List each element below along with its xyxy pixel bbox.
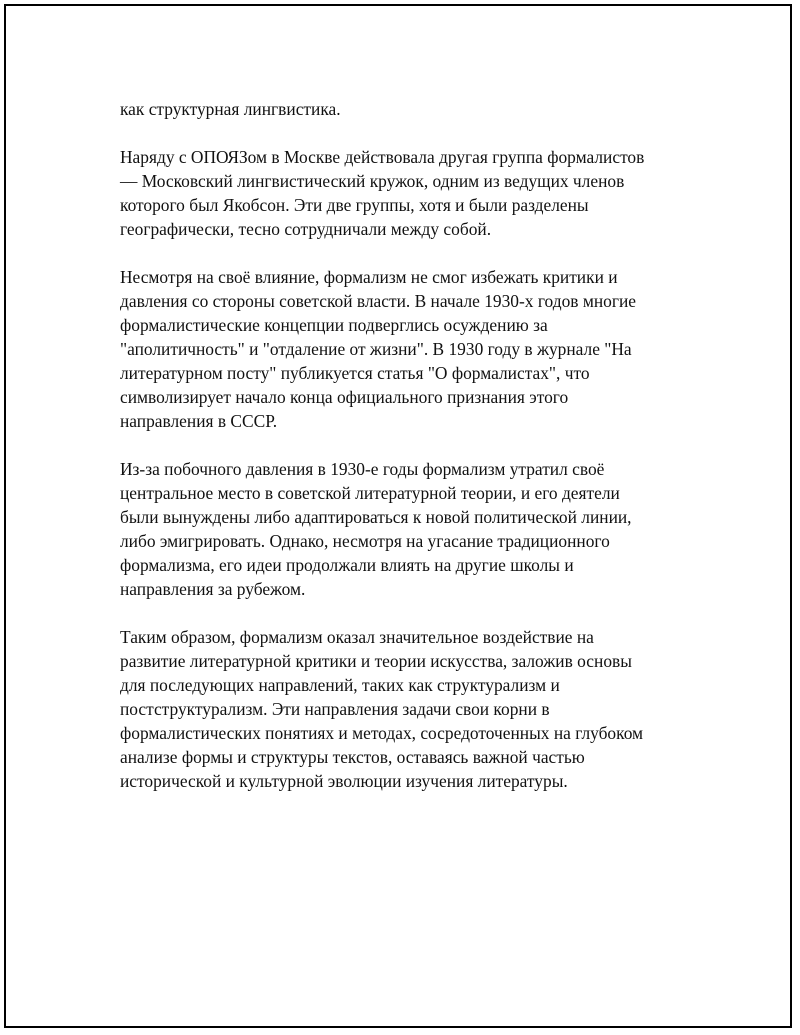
text-line: для последующих направлений, таких как структурализм и (120, 675, 560, 695)
paragraph-3 (120, 265, 690, 433)
paragraph-4 (120, 457, 690, 601)
paragraph-5 (120, 625, 690, 793)
text-line: давления со стороны советской власти. В начале 1930-х годов многие (120, 291, 636, 311)
text-line: Из-за побочного давления в 1930-е годы формализм утратил своё (120, 459, 605, 479)
text-line: были вынуждены либо адаптироваться к новой политической линии, (120, 507, 632, 527)
text-line: постструктурализм. Эти направления задачи свои корни в (120, 699, 550, 719)
paragraph-1 (120, 97, 690, 121)
text-line: развитие литературной критики и теории искусства, заложив основы (120, 651, 632, 671)
text-line: направления в СССР. (120, 411, 278, 431)
text-line: направления за рубежом. (120, 579, 306, 599)
text-line: либо эмигрировать. Однако, несмотря на угасание традиционного (120, 531, 610, 551)
document-page (4, 4, 792, 1028)
paragraph-2 (120, 145, 690, 241)
text-line: Несмотря на своё влияние, формализм не смог избежать критики и (120, 267, 618, 287)
text-line: центральное место в советской литературной теории, и его деятели (120, 483, 620, 503)
document-body (120, 97, 690, 817)
text-line: литературном посту" публикуется статья "О формалистах", что (120, 363, 590, 383)
text-line: географически, тесно сотрудничали между собой. (120, 219, 492, 239)
text-line: анализе формы и структуры текстов, оставаясь важной частью (120, 747, 585, 767)
text-line: формализма, его идеи продолжали влиять на другие школы и (120, 555, 574, 575)
text-line: Таким образом, формализм оказал значительное воздействие на (120, 627, 594, 647)
text-line: исторической и культурной эволюции изучения литературы. (120, 771, 568, 791)
text-line: как структурная лингвистика. (120, 99, 341, 119)
text-line: формалистических понятиях и методах, сосредоточенных на глубоком (120, 723, 644, 743)
text-line: "аполитичность" и "отдаление от жизни". В 1930 году в журнале "На (120, 339, 632, 359)
text-line: символизирует начало конца официального признания этого (120, 387, 569, 407)
text-line: Наряду с ОПОЯЗом в Москве действовала другая группа формалистов (120, 147, 645, 167)
text-line: которого был Якобсон. Эти две группы, хотя и были разделены (120, 195, 589, 215)
text-line: — Московский лингвистический кружок, одним из ведущих членов (120, 171, 625, 191)
text-line: формалистические концепции подверглись осуждению за (120, 315, 548, 335)
